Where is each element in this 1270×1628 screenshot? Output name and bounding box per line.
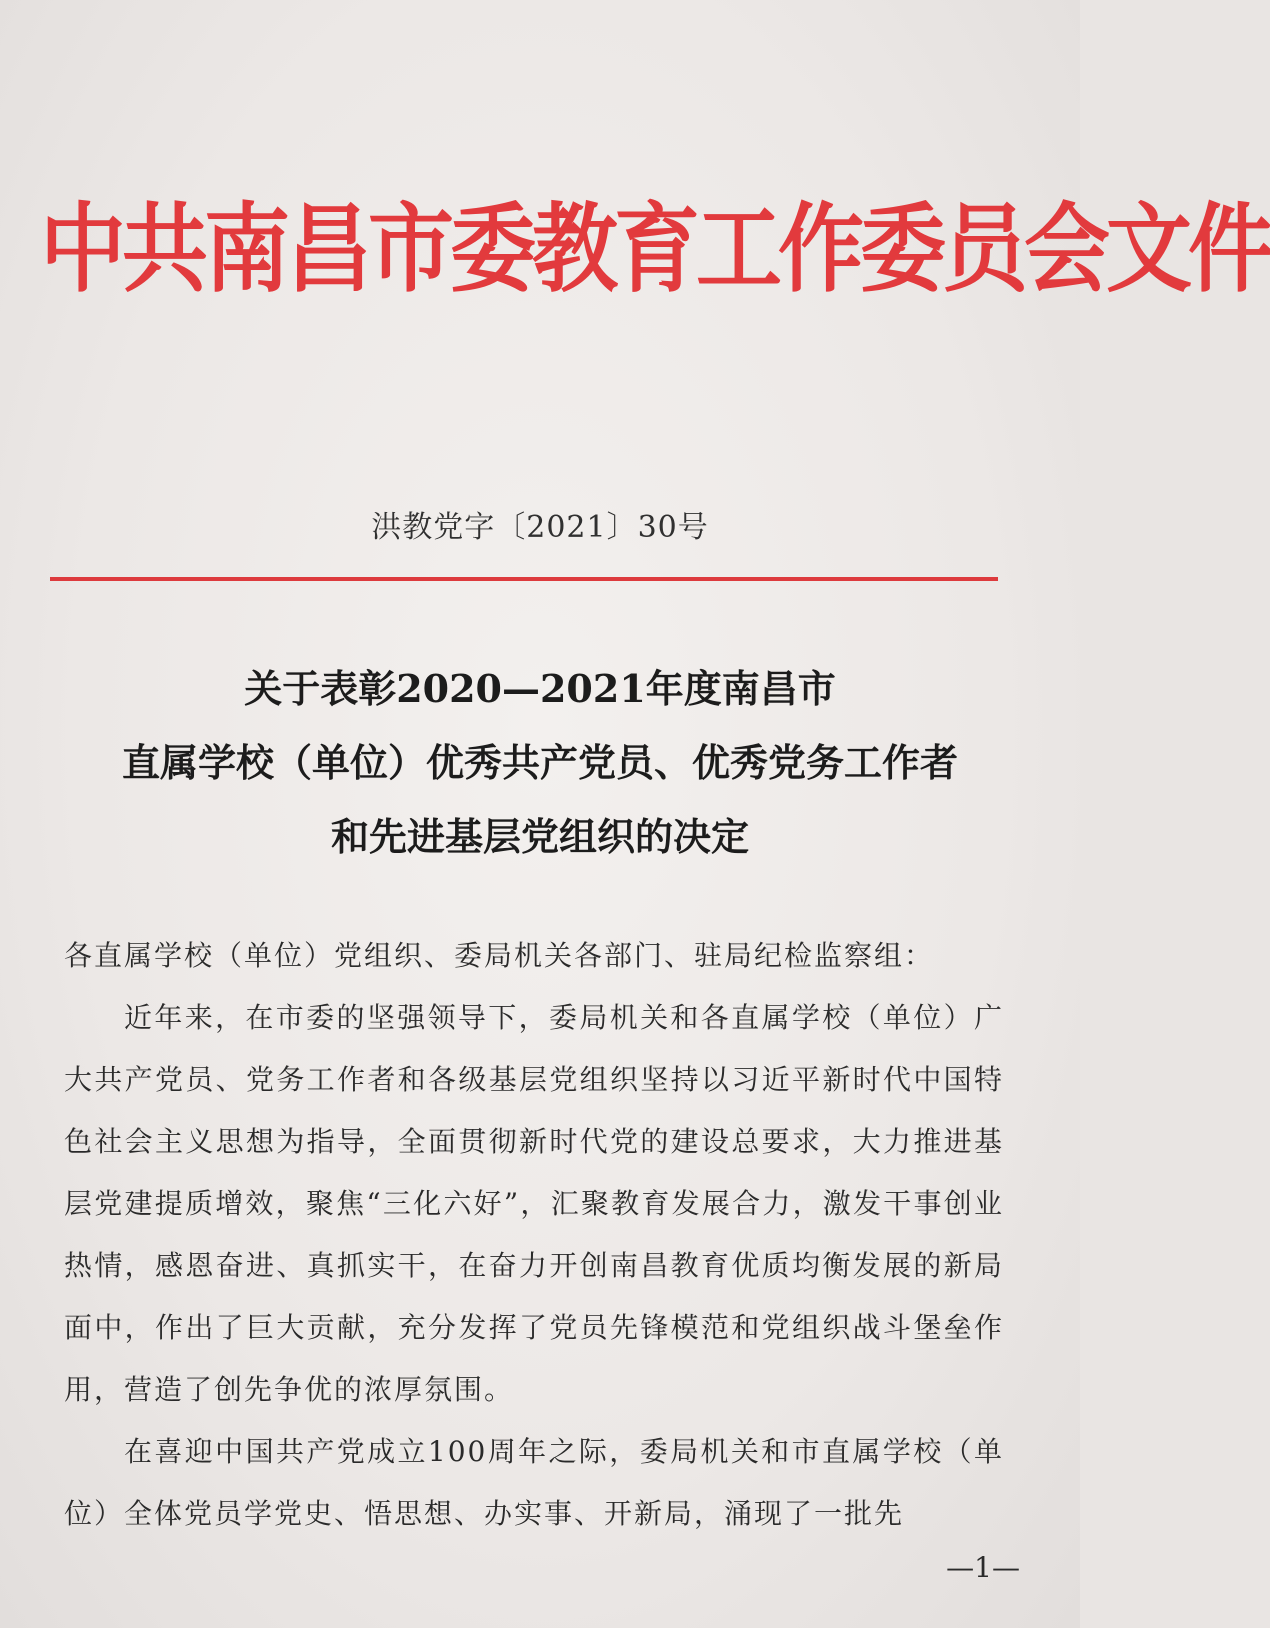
title-line-3: 和先进基层党组织的决定 bbox=[330, 814, 749, 859]
body-paragraph-1: 近年来，在市委的坚强领导下，委局机关和各直属学校（单位）广大共产党员、党务工作者和各级基层党组织坚持以习近平新时代中国特色社会主义思想为指导，全面贯彻新时代党的建设总要求，大力推进基层党建提质增效，聚焦“三化六好”，汇聚教育发展合力，激发干事创业热情，感恩奋进、真抓实干，在奋力开创南昌教育优质均衡发展的新局面中，作出了巨大贡献，充分发挥了党员先锋模范和党组织战斗堡垒作用，营造了创先争优的浓厚氛围。 bbox=[64, 1001, 1004, 1406]
masthead-title: 中共南昌市委教育工作委员会文件 bbox=[40, 192, 1270, 306]
title-line-1: 关于表彰2020—2021年度南昌市 bbox=[244, 666, 836, 711]
document-body bbox=[64, 925, 1004, 1545]
document-title bbox=[40, 652, 1040, 874]
document-number: 洪教党字〔2021〕30号 bbox=[371, 510, 709, 545]
body-paragraph-2: 在喜迎中国共产党成立100周年之际，委局机关和市直属学校（单位）全体党员学党史、悟思想、办实事、开新局，涌现了一批先 bbox=[64, 1435, 1004, 1530]
title-line-2: 直属学校（单位）优秀共产党员、优秀党务工作者 bbox=[121, 740, 958, 785]
red-divider-rule bbox=[50, 577, 998, 581]
salutation: 各直属学校（单位）党组织、委局机关各部门、驻局纪检监察组： bbox=[64, 939, 935, 972]
page-number: —1— bbox=[946, 1551, 1020, 1584]
